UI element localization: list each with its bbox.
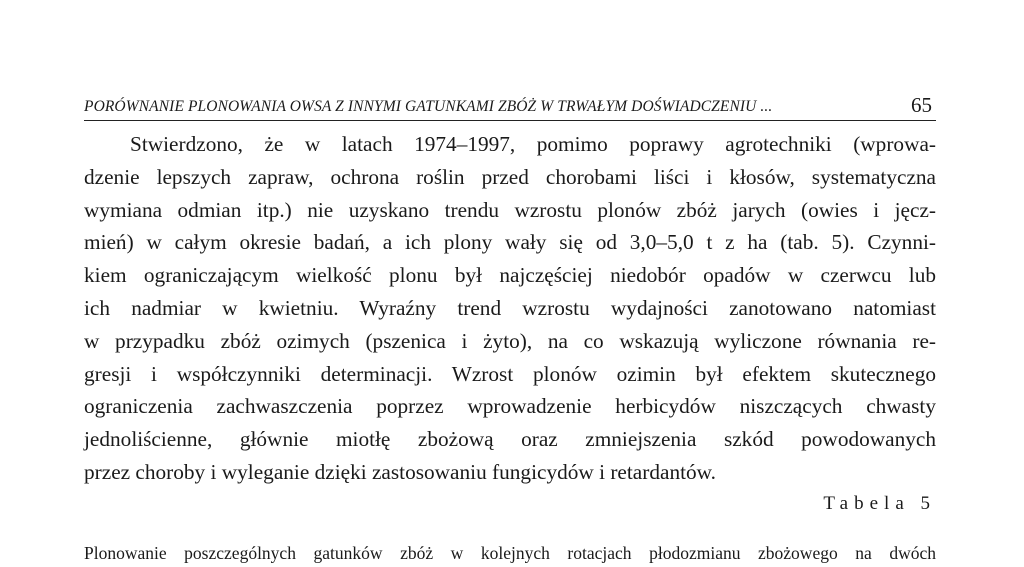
page-number: 65 [911,93,932,117]
paragraph-line: wymiana odmian itp.) nie uzyskano trendu wzrostu plonów zbóż jarych (owies i jęcz- [84,197,936,222]
table-caption: Plonowanie poszczególnych gatunków zbóż w kolejnych rotacjach płodozmianu zbożowego na dwóch [84,543,936,563]
paragraph-line: jednoliścienne, głównie miotłę zbożową oraz zmniejszenia szkód powodowanych [84,427,936,452]
running-header [84,91,936,121]
paragraph-line: gresji i współczynniki determinacji. Wzrost plonów ozimin był efektem skutecznego [84,361,936,386]
table-label: Tabela 5 [823,493,936,514]
paragraph-line: mień) w całym okresie badań, a ich plony wały się od 3,0–5,0 t z ha (tab. 5). Czynni- [84,230,936,255]
paragraph-line: ich nadmiar w kwietniu. Wyraźny trend wzrostu wydajności zanotowano natomiast [84,295,936,320]
paragraph-line: przez choroby i wyleganie dzięki zastosowaniu fungicydów i retardantów. [84,459,716,484]
body-paragraph [84,128,936,489]
paragraph-line: w przypadku zbóż ozimych (pszenica i żyto), na co wskazują wyliczone równania re- [84,328,936,353]
paragraph-line: ograniczenia zachwaszczenia poprzez wprowadzenie herbicydów niszczących chwasty [84,394,936,419]
paragraph-line: dzenie lepszych zapraw, ochrona roślin przed chorobami liści i kłosów, systematyczna [84,164,936,189]
paragraph-line: Stwierdzono, że w latach 1974–1997, pomimo poprawy agrotechniki (wprowa- [130,132,936,156]
paragraph-line: kiem ograniczającym wielkość plonu był najczęściej niedobór opadów w czerwcu lub [84,263,936,288]
running-title: PORÓWNANIE PLONOWANIA OWSA Z INNYMI GATUNKAMI ZBÓŻ W TRWAŁYM DOŚWIADCZENIU ... [84,98,773,115]
